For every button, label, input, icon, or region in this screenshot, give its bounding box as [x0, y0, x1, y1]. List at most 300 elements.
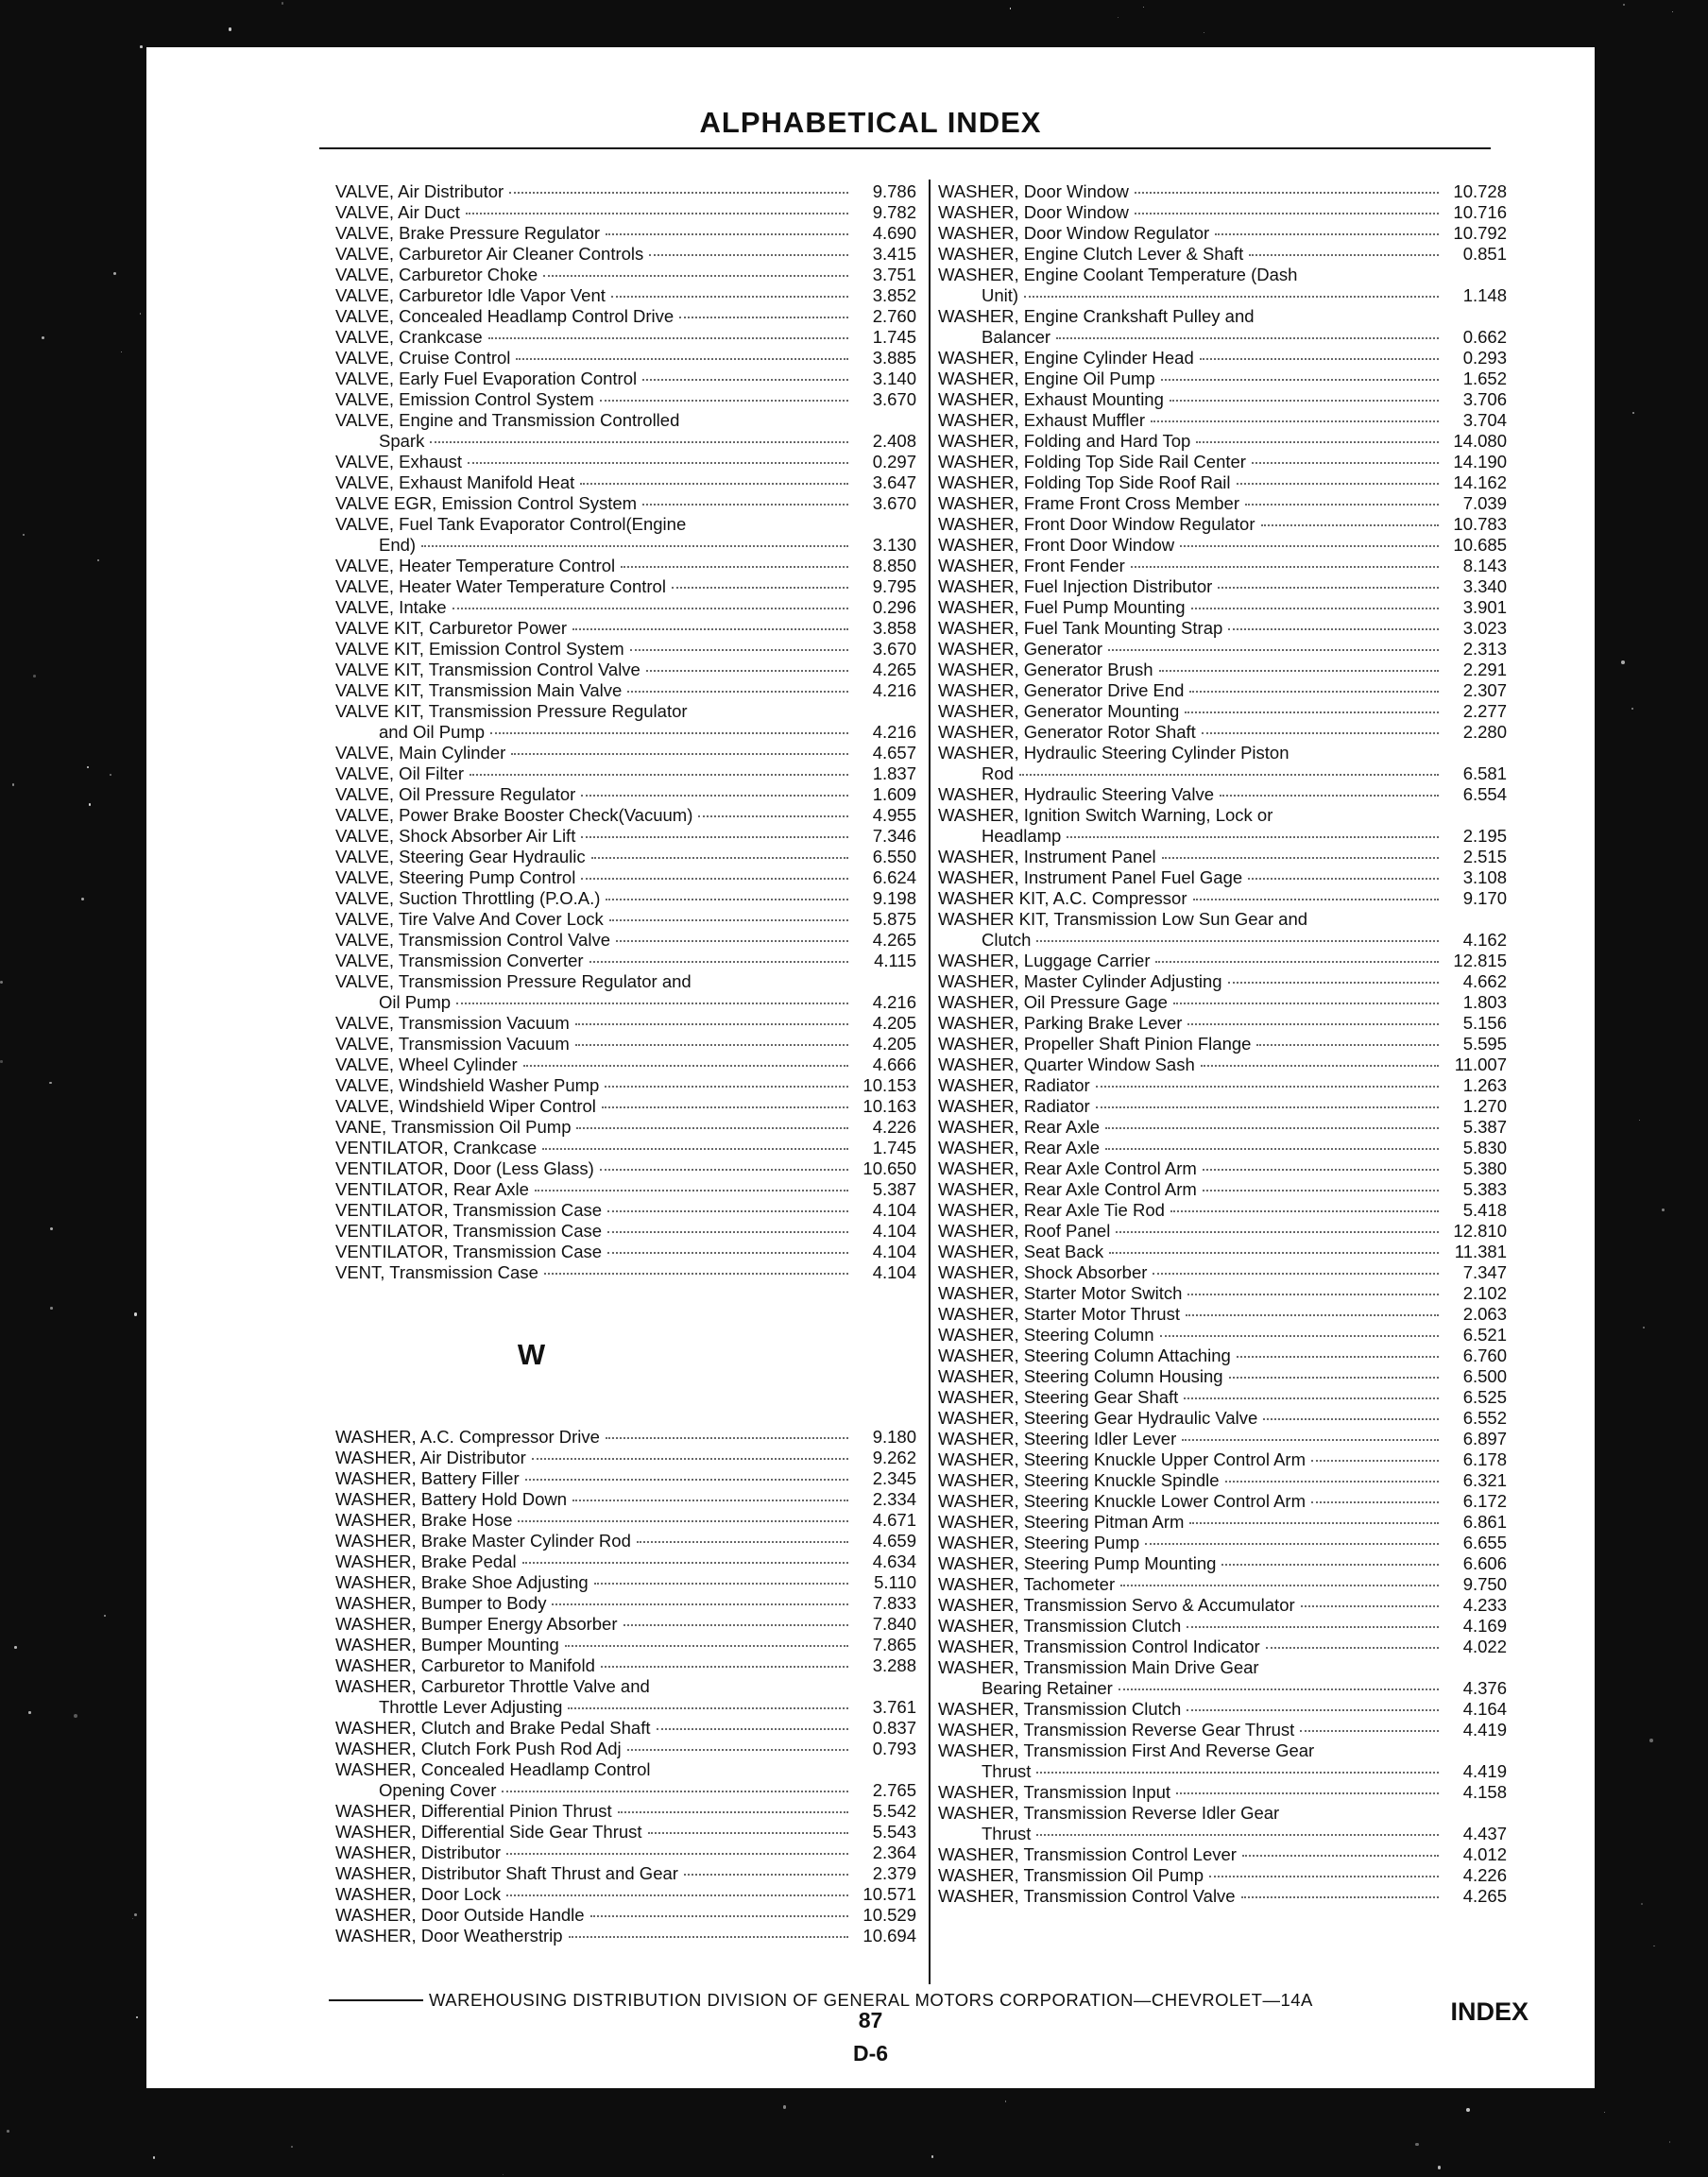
entry-label: VENTILATOR, Transmission Case	[335, 1242, 603, 1261]
index-entry	[938, 285, 1507, 306]
entry-page-ref: 3.130	[872, 535, 916, 555]
entry-page-ref: 10.694	[863, 1926, 916, 1946]
index-entry	[335, 576, 916, 597]
entry-label: WASHER, Instrument Panel	[938, 847, 1156, 866]
entry-label: WASHER, Battery Hold Down	[335, 1489, 568, 1509]
index-entry	[938, 1449, 1507, 1470]
entry-label: Balancer	[982, 327, 1051, 347]
dot-leader	[684, 1874, 848, 1876]
entry-label: WASHER, Folding Top Side Roof Rail	[938, 472, 1231, 492]
entry-page-ref: 3.704	[1462, 410, 1507, 430]
index-entry	[335, 1593, 916, 1614]
entry-page-ref: 2.765	[872, 1780, 916, 1800]
entry-label: WASHER, Rear Axle Control Arm	[938, 1158, 1197, 1178]
index-entry	[335, 244, 916, 265]
dot-leader	[535, 1190, 848, 1191]
entry-page-ref: 4.233	[1462, 1595, 1507, 1615]
dot-leader	[594, 1583, 848, 1585]
entry-page-ref: 3.647	[872, 472, 916, 492]
footer-division-text: WAREHOUSING DISTRIBUTION DIVISION OF GENERAL MOTORS CORPORATION—CHEVROLET—14A	[429, 1990, 1313, 2010]
dot-leader	[607, 1210, 848, 1212]
entry-label: WASHER, Bumper Energy Absorber	[335, 1614, 618, 1634]
footer-index-label: INDEX	[1450, 1997, 1529, 2026]
index-entry	[335, 971, 916, 992]
index-entry	[335, 369, 916, 389]
dot-leader	[1261, 524, 1439, 526]
index-entry	[938, 680, 1507, 701]
section-heading-w: W	[517, 1338, 546, 1371]
entry-label: VALVE KIT, Transmission Control Valve	[335, 660, 640, 679]
entry-label: End)	[379, 535, 417, 555]
index-entry	[335, 1179, 916, 1200]
entry-label: Thrust	[982, 1824, 1032, 1843]
entry-page-ref: 3.670	[872, 639, 916, 659]
entry-page-ref: 4.955	[872, 805, 916, 825]
entry-page-ref: 10.571	[863, 1884, 916, 1904]
dot-leader	[470, 774, 848, 776]
index-entry	[335, 1614, 916, 1635]
entry-label: WASHER KIT, Transmission Low Sun Gear and	[938, 909, 1308, 929]
entry-label: WASHER, Fuel Tank Mounting Strap	[938, 618, 1223, 638]
index-entry	[938, 971, 1507, 992]
entry-label: WASHER, Front Fender	[938, 556, 1125, 575]
dot-leader	[1215, 233, 1439, 235]
entry-page-ref: 1.652	[1462, 369, 1507, 388]
left-column	[335, 181, 916, 1946]
index-entry	[335, 1138, 916, 1158]
dot-leader	[581, 795, 848, 797]
dot-leader	[602, 1106, 848, 1108]
entry-label: Unit)	[982, 285, 1019, 305]
entry-label: VALVE, Carburetor Idle Vapor Vent	[335, 285, 606, 305]
index-entry	[335, 1200, 916, 1221]
index-entry	[335, 202, 916, 223]
entry-label: WASHER, Front Door Window	[938, 535, 1175, 555]
column-divider	[929, 180, 931, 1984]
entry-page-ref: 4.205	[872, 1013, 916, 1033]
dot-leader	[1162, 857, 1439, 859]
entry-page-ref: 14.190	[1453, 452, 1507, 471]
entry-label: WASHER, Transmission Control Indicator	[938, 1637, 1260, 1656]
dot-leader	[1263, 1418, 1439, 1420]
entry-label: WASHER, Ignition Switch Warning, Lock or	[938, 805, 1273, 825]
index-entry	[335, 743, 916, 763]
entry-page-ref: 2.379	[872, 1863, 916, 1883]
entry-label: WASHER, Steering Pump	[938, 1533, 1140, 1552]
index-entry	[335, 660, 916, 680]
dot-leader	[679, 317, 848, 318]
index-entry	[938, 618, 1507, 639]
dot-leader	[1256, 1044, 1439, 1046]
index-entry	[335, 1863, 916, 1884]
dot-leader	[523, 1065, 848, 1067]
dot-leader	[606, 233, 848, 235]
index-entry	[938, 1429, 1507, 1449]
entry-label: WASHER, Folding Top Side Rail Center	[938, 452, 1246, 471]
entry-label: Rod	[982, 763, 1014, 783]
index-entry	[335, 410, 916, 431]
index-entry	[335, 1117, 916, 1138]
entry-label: VALVE, Suction Throttling (P.O.A.)	[335, 888, 601, 908]
index-entry	[335, 1780, 916, 1801]
dot-leader	[1193, 899, 1439, 900]
dot-leader	[1155, 961, 1439, 963]
entry-page-ref: 3.288	[872, 1655, 916, 1675]
index-entry	[335, 1718, 916, 1739]
entry-page-ref: 8.143	[1462, 556, 1507, 575]
dot-leader	[1311, 1501, 1439, 1503]
dot-leader	[600, 400, 848, 402]
dot-leader	[1266, 1647, 1439, 1649]
entry-page-ref: 4.216	[872, 992, 916, 1012]
dot-leader	[565, 1645, 848, 1647]
index-entry	[335, 285, 916, 306]
entry-label: WASHER KIT, A.C. Compressor	[938, 888, 1187, 908]
entry-label: WASHER, Carburetor Throttle Valve and	[335, 1676, 650, 1696]
entry-label: VALVE, Carburetor Air Cleaner Controls	[335, 244, 644, 264]
dot-leader	[1019, 774, 1439, 776]
dot-leader	[1153, 1273, 1439, 1275]
dot-leader	[1170, 1210, 1439, 1212]
entry-page-ref: 7.865	[872, 1635, 916, 1654]
entry-page-ref: 6.581	[1462, 763, 1507, 783]
dot-leader	[1225, 1481, 1439, 1483]
entry-label: VALVE, Steering Gear Hydraulic	[335, 847, 586, 866]
entry-label: WASHER, Oil Pressure Gage	[938, 992, 1168, 1012]
index-entry	[335, 930, 916, 951]
index-entry	[938, 369, 1507, 389]
dot-leader	[1248, 878, 1439, 880]
dot-leader	[532, 1458, 848, 1460]
entry-label: WASHER, Folding and Hard Top	[938, 431, 1191, 451]
dot-leader	[1067, 836, 1439, 838]
index-entry	[938, 805, 1507, 826]
index-entry	[938, 1054, 1507, 1075]
entry-label: VALVE, Heater Water Temperature Control	[335, 576, 666, 596]
entry-page-ref: 4.104	[872, 1221, 916, 1241]
entry-page-ref: 0.793	[872, 1739, 916, 1758]
entry-page-ref: 6.321	[1462, 1470, 1507, 1490]
dot-leader	[1218, 587, 1439, 589]
entry-label: VALVE, Early Fuel Evaporation Control	[335, 369, 638, 388]
index-entry	[335, 680, 916, 701]
entry-label: WASHER, Bumper to Body	[335, 1593, 547, 1613]
index-entry	[335, 888, 916, 909]
dot-leader	[581, 836, 848, 838]
entry-label: VALVE, Cruise Control	[335, 348, 511, 368]
entry-label: WASHER, Rear Axle	[938, 1117, 1100, 1137]
entry-label: Opening Cover	[379, 1780, 497, 1800]
entry-label: WASHER, Transmission Clutch	[938, 1616, 1182, 1636]
entry-page-ref: 5.387	[872, 1179, 916, 1199]
entry-page-ref: 0.296	[872, 597, 916, 617]
index-entry	[335, 1759, 916, 1780]
index-entry	[335, 1096, 916, 1117]
dot-leader	[1151, 420, 1439, 422]
dot-leader	[1252, 462, 1439, 464]
dot-leader	[509, 192, 848, 194]
dot-leader	[627, 691, 848, 693]
index-entry	[938, 493, 1507, 514]
entry-label: VENTILATOR, Door (Less Glass)	[335, 1158, 594, 1178]
entry-page-ref: 10.650	[863, 1158, 916, 1178]
entry-page-ref: 2.195	[1462, 826, 1507, 846]
index-entry	[938, 1096, 1507, 1117]
index-entry	[335, 826, 916, 847]
dot-leader	[1189, 1522, 1439, 1524]
entry-page-ref: 7.039	[1462, 493, 1507, 513]
dot-leader	[616, 940, 848, 942]
entry-label: WASHER, Battery Filler	[335, 1468, 520, 1488]
entry-page-ref: 2.345	[872, 1468, 916, 1488]
entry-label: WASHER, Steering Idler Lever	[938, 1429, 1177, 1448]
dot-leader	[453, 608, 848, 609]
index-entry	[335, 618, 916, 639]
entry-page-ref: 5.380	[1462, 1158, 1507, 1178]
dot-leader	[606, 1437, 848, 1439]
entry-label: Throttle Lever Adjusting	[379, 1697, 563, 1717]
dot-leader	[1189, 691, 1439, 693]
index-entry	[335, 1242, 916, 1262]
dot-leader	[648, 1832, 848, 1834]
index-entry	[938, 888, 1507, 909]
entry-label: WASHER, Engine Cylinder Head	[938, 348, 1194, 368]
entry-page-ref: 0.851	[1462, 244, 1507, 264]
entry-page-ref: 7.833	[872, 1593, 916, 1613]
entry-page-ref: 6.525	[1462, 1387, 1507, 1407]
index-entry	[335, 1075, 916, 1096]
page-title: ALPHABETICAL INDEX	[699, 106, 1042, 139]
entry-page-ref: 4.158	[1462, 1782, 1507, 1802]
dot-leader	[490, 732, 848, 734]
entry-page-ref: 4.216	[872, 722, 916, 742]
entry-label: VALVE, Transmission Pressure Regulator and	[335, 971, 692, 991]
dot-leader	[1185, 711, 1439, 713]
entry-label: WASHER, Engine Oil Pump	[938, 369, 1155, 388]
entry-page-ref: 11.007	[1454, 1054, 1507, 1074]
dot-leader	[590, 1915, 848, 1917]
entry-page-ref: 10.529	[863, 1905, 916, 1925]
index-entry	[938, 202, 1507, 223]
entry-label: WASHER, Air Distributor	[335, 1448, 526, 1467]
dot-leader	[627, 1749, 848, 1751]
dot-leader	[1201, 1065, 1439, 1067]
index-entry	[938, 1034, 1507, 1054]
index-entry	[938, 1637, 1507, 1657]
entry-label: WASHER, Fuel Pump Mounting	[938, 597, 1186, 617]
entry-page-ref: 3.901	[1462, 597, 1507, 617]
entry-label: WASHER, Front Door Window Regulator	[938, 514, 1255, 534]
entry-page-ref: 4.104	[872, 1242, 916, 1261]
entry-label: VALVE, Windshield Wiper Control	[335, 1096, 596, 1116]
index-entry	[938, 1013, 1507, 1034]
dot-leader	[488, 337, 848, 339]
index-entry	[335, 847, 916, 867]
dot-leader	[657, 1728, 849, 1730]
dot-leader	[589, 961, 848, 963]
entry-page-ref: 14.162	[1453, 472, 1507, 492]
right-column	[938, 181, 1507, 1907]
index-entry	[938, 1553, 1507, 1574]
entry-page-ref: 4.437	[1462, 1824, 1507, 1843]
entry-label: WASHER, Bumper Mounting	[335, 1635, 559, 1654]
dot-leader	[1186, 1314, 1439, 1316]
dot-leader	[1187, 1023, 1439, 1025]
entry-page-ref: 6.552	[1462, 1408, 1507, 1428]
entry-label: WASHER, Transmission Servo & Accumulator	[938, 1595, 1295, 1615]
dot-leader	[468, 462, 848, 464]
index-entry	[938, 306, 1507, 327]
entry-label: WASHER, Luggage Carrier	[938, 951, 1151, 970]
dot-leader	[1135, 213, 1439, 214]
entry-page-ref: 4.265	[1462, 1886, 1507, 1906]
dot-leader	[1160, 1335, 1439, 1337]
entry-label: WASHER, Transmission Control Lever	[938, 1844, 1237, 1864]
dot-leader	[1182, 1439, 1439, 1441]
entry-page-ref: 9.782	[872, 202, 916, 222]
index-entry	[938, 556, 1507, 576]
index-entry	[938, 452, 1507, 472]
entry-label: WASHER, Generator Rotor Shaft	[938, 722, 1196, 742]
entry-label: Clutch	[982, 930, 1032, 950]
entry-page-ref: 7.347	[1462, 1262, 1507, 1282]
entry-label: WASHER, Exhaust Mounting	[938, 389, 1164, 409]
entry-page-ref: 3.852	[872, 285, 916, 305]
entry-label: VENTILATOR, Transmission Case	[335, 1200, 603, 1220]
index-entry	[938, 1158, 1507, 1179]
entry-label: WASHER, Hydraulic Steering Cylinder Piston	[938, 743, 1290, 763]
index-entry	[335, 1510, 916, 1531]
entry-label: WASHER, Concealed Headlamp Control	[335, 1759, 651, 1779]
index-entry	[938, 1595, 1507, 1616]
entry-page-ref: 10.163	[863, 1096, 916, 1116]
dot-leader	[1131, 566, 1439, 568]
index-entry	[335, 1468, 916, 1489]
entry-page-ref: 2.313	[1462, 639, 1507, 659]
dot-leader	[1301, 1605, 1439, 1607]
entry-page-ref: 1.803	[1462, 992, 1507, 1012]
entry-label: WASHER, Steering Pitman Arm	[938, 1512, 1185, 1532]
index-entry	[938, 847, 1507, 867]
index-entry	[938, 244, 1507, 265]
entry-label: WASHER, Fuel Injection Distributor	[938, 576, 1213, 596]
index-entry	[335, 389, 916, 410]
entry-label: VALVE, Oil Pressure Regulator	[335, 784, 576, 804]
index-entry	[938, 909, 1507, 930]
entry-label: WASHER, Engine Coolant Temperature (Dash	[938, 265, 1298, 284]
index-entry	[335, 1822, 916, 1843]
index-entry	[938, 1304, 1507, 1325]
index-entry	[938, 1470, 1507, 1491]
entry-page-ref: 7.840	[872, 1614, 916, 1634]
index-entry	[938, 1865, 1507, 1886]
dot-leader	[1187, 1709, 1439, 1711]
index-entry	[938, 1179, 1507, 1200]
dot-leader	[1109, 1252, 1439, 1254]
index-entry	[938, 763, 1507, 784]
entry-label: VALVE, Engine and Transmission Controlled	[335, 410, 680, 430]
entry-label: VALVE, Power Brake Booster Check(Vacuum)	[335, 805, 693, 825]
index-entry	[335, 1572, 916, 1593]
dot-leader	[1237, 1356, 1439, 1358]
index-entry	[938, 514, 1507, 535]
entry-label: WASHER, A.C. Compressor Drive	[335, 1427, 600, 1447]
index-entry	[938, 535, 1507, 556]
entry-label: VENTILATOR, Rear Axle	[335, 1179, 529, 1199]
entry-page-ref: 9.170	[1462, 888, 1507, 908]
index-entry	[938, 327, 1507, 348]
entry-label: WASHER, Starter Motor Switch	[938, 1283, 1183, 1303]
entry-page-ref: 4.226	[1462, 1865, 1507, 1885]
entry-page-ref: 4.104	[872, 1262, 916, 1282]
dot-leader	[630, 649, 848, 651]
entry-page-ref: 10.153	[863, 1075, 916, 1095]
entry-label: VALVE, Heater Temperature Control	[335, 556, 616, 575]
entry-label: VALVE KIT, Carburetor Power	[335, 618, 568, 638]
index-entry	[938, 223, 1507, 244]
dot-leader	[522, 1562, 848, 1564]
index-entry	[938, 1699, 1507, 1720]
entry-page-ref: 2.307	[1462, 680, 1507, 700]
entry-page-ref: 1.263	[1462, 1075, 1507, 1095]
entry-page-ref: 6.500	[1462, 1366, 1507, 1386]
index-entry	[335, 909, 916, 930]
entry-page-ref: 3.885	[872, 348, 916, 368]
dot-leader	[569, 1936, 848, 1938]
index-entry	[938, 1366, 1507, 1387]
index-entry	[938, 1616, 1507, 1637]
dot-leader	[1024, 296, 1439, 298]
entry-label: VALVE, Windshield Washer Pump	[335, 1075, 600, 1095]
index-entry	[335, 1427, 916, 1448]
dot-leader	[568, 1707, 848, 1709]
entry-page-ref: 5.595	[1462, 1034, 1507, 1054]
dot-leader	[575, 1023, 848, 1025]
entry-page-ref: 10.716	[1453, 202, 1507, 222]
dot-leader	[572, 628, 848, 630]
index-entry	[335, 805, 916, 826]
dot-leader	[1036, 1834, 1439, 1836]
entry-label: VALVE, Fuel Tank Evaporator Control(Engine	[335, 514, 687, 534]
dot-leader	[1221, 1564, 1439, 1566]
entry-label: WASHER, Steering Pump Mounting	[938, 1553, 1217, 1573]
entry-label: VALVE EGR, Emission Control System	[335, 493, 638, 513]
index-entry	[335, 1926, 916, 1946]
entry-page-ref: 1.270	[1462, 1096, 1507, 1116]
dot-leader	[600, 1169, 848, 1171]
dot-leader	[544, 1273, 848, 1275]
entry-page-ref: 6.554	[1462, 784, 1507, 804]
entry-label: WASHER, Hydraulic Steering Valve	[938, 784, 1214, 804]
entry-page-ref: 2.063	[1462, 1304, 1507, 1324]
entry-page-ref: 3.023	[1462, 618, 1507, 638]
dot-leader	[581, 878, 848, 880]
entry-page-ref: 7.346	[872, 826, 916, 846]
entry-label: WASHER, Engine Clutch Lever & Shaft	[938, 244, 1244, 264]
dot-leader	[572, 1500, 848, 1501]
dot-leader	[580, 483, 848, 485]
dot-leader	[1209, 1876, 1439, 1877]
entry-label: WASHER, Instrument Panel Fuel Gage	[938, 867, 1243, 887]
index-page	[146, 47, 1595, 2088]
index-entry	[938, 1782, 1507, 1803]
index-entry	[938, 597, 1507, 618]
entry-page-ref: 5.110	[874, 1572, 916, 1592]
entry-label: WASHER, Transmission First And Reverse Gear	[938, 1740, 1315, 1760]
entry-label: WASHER, Tachometer	[938, 1574, 1116, 1594]
entry-label: VALVE, Carburetor Choke	[335, 265, 538, 284]
dot-leader	[1300, 1730, 1439, 1732]
